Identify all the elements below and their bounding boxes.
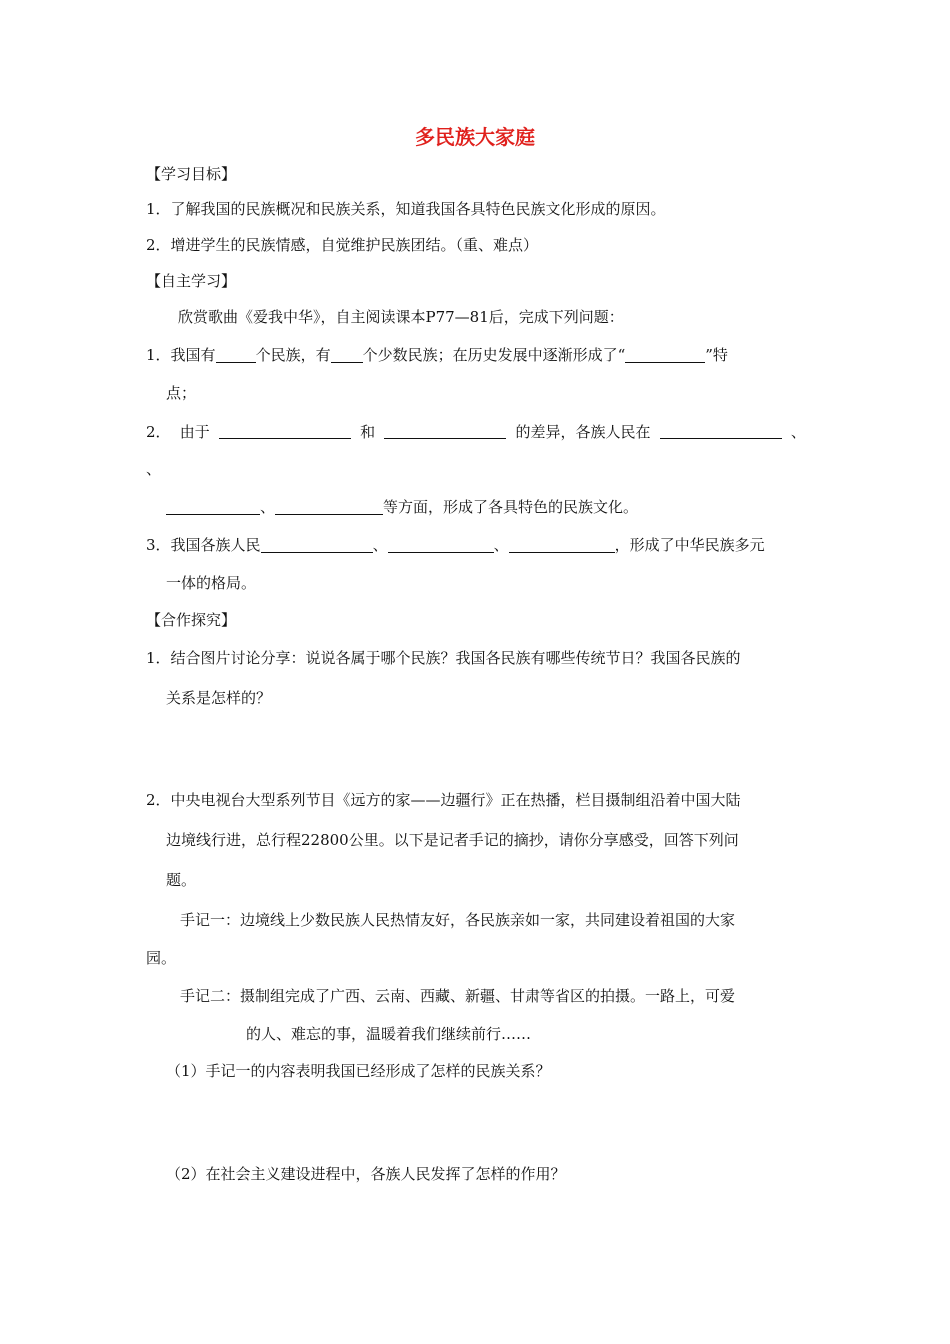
answer-blank[interactable] xyxy=(219,422,351,439)
question-number: 2． xyxy=(146,423,171,441)
coop-question-1-line-1: 1．结合图片讨论分享：说说各属于哪个民族？我国各民族有哪些传统节日？我国各民族的 xyxy=(146,649,741,667)
self-study-question-3 xyxy=(146,535,765,555)
document-title: 多民族大家庭 xyxy=(415,125,535,149)
answer-blank[interactable] xyxy=(388,536,494,553)
question-2-wrap-mark: 、 xyxy=(146,460,162,478)
answer-blank[interactable] xyxy=(331,346,363,363)
goal-item-1: 1．了解我国的民族概况和民族关系，知道我国各具特色民族文化形成的原因。 xyxy=(146,200,666,218)
question-text: 我国各族人民 xyxy=(170,536,261,554)
answer-blank[interactable] xyxy=(166,498,260,515)
question-text: 的差异，各族人民在 xyxy=(515,423,651,441)
coop-question-2-line-2: 边境线行进，总行程22800公里。以下是记者手记的摘抄，请你分享感受，回答下列问 xyxy=(166,831,739,849)
self-study-question-1-cont: 点； xyxy=(166,384,197,402)
answer-blank[interactable] xyxy=(625,346,705,363)
self-study-question-1 xyxy=(146,345,806,365)
question-text: 个少数民族；在历史发展中逐渐形成了“ xyxy=(362,346,626,364)
question-text: 由于 xyxy=(179,423,210,441)
coop-question-1-line-2: 关系是怎样的？ xyxy=(166,689,272,707)
question-text: 我国有 xyxy=(170,346,216,364)
question-number: 3． xyxy=(146,536,171,554)
question-text: ，形成了中华民族多元 xyxy=(614,536,765,554)
question-text: 、 xyxy=(493,536,509,554)
answer-blank[interactable] xyxy=(384,422,506,439)
question-text: 个民族，有 xyxy=(255,346,331,364)
self-study-question-2-cont xyxy=(166,497,638,517)
note-2-line-1: 手记二：摄制组完成了广西、云南、西藏、新疆、甘肃等省区的拍摄。一路上，可爱 xyxy=(180,987,736,1005)
answer-blank[interactable] xyxy=(216,346,256,363)
self-study-question-3-cont: 一体的格局。 xyxy=(166,574,257,592)
question-text: 和 xyxy=(360,423,376,441)
coop-subquestion-1: （1）手记一的内容表明我国已经形成了怎样的民族关系？ xyxy=(166,1062,551,1080)
self-study-intro: 欣赏歌曲《爱我中华》，自主阅读课本P77—81后，完成下列问题： xyxy=(178,308,624,326)
coop-question-2-line-1: 2．中央电视台大型系列节目《远方的家——边疆行》正在热播，栏目摄制组沿着中国大陆 xyxy=(146,791,741,809)
question-text: 、 xyxy=(790,423,806,441)
note-2-line-2: 的人、难忘的事，温暖着我们继续前行…… xyxy=(246,1025,532,1043)
answer-blank[interactable] xyxy=(660,422,782,439)
section-header-self-study: 【自主学习】 xyxy=(146,272,237,290)
question-text: 等方面，形成了各具特色的民族文化。 xyxy=(383,498,639,516)
question-text: 、 xyxy=(260,498,276,516)
note-1-line-2: 园。 xyxy=(146,949,177,967)
goal-item-2: 2．增进学生的民族情感，自觉维护民族团结。（重、难点） xyxy=(146,236,539,254)
question-2-line xyxy=(146,422,806,442)
coop-question-2-line-3: 题。 xyxy=(166,871,197,889)
answer-blank[interactable] xyxy=(509,536,615,553)
note-1-line-1: 手记一：边境线上少数民族人民热情友好，各民族亲如一家，共同建设着祖国的大家 xyxy=(180,911,736,929)
section-header-coop: 【合作探究】 xyxy=(146,611,237,629)
question-number: 1． xyxy=(146,346,171,364)
coop-subquestion-2: （2）在社会主义建设进程中，各族人民发挥了怎样的作用？ xyxy=(166,1165,566,1183)
question-text: ”特 xyxy=(705,346,728,364)
section-header-goals: 【学习目标】 xyxy=(146,165,237,183)
question-text: 、 xyxy=(372,536,388,554)
answer-blank[interactable] xyxy=(261,536,373,553)
answer-blank[interactable] xyxy=(275,498,383,515)
self-study-question-2 xyxy=(146,422,806,442)
